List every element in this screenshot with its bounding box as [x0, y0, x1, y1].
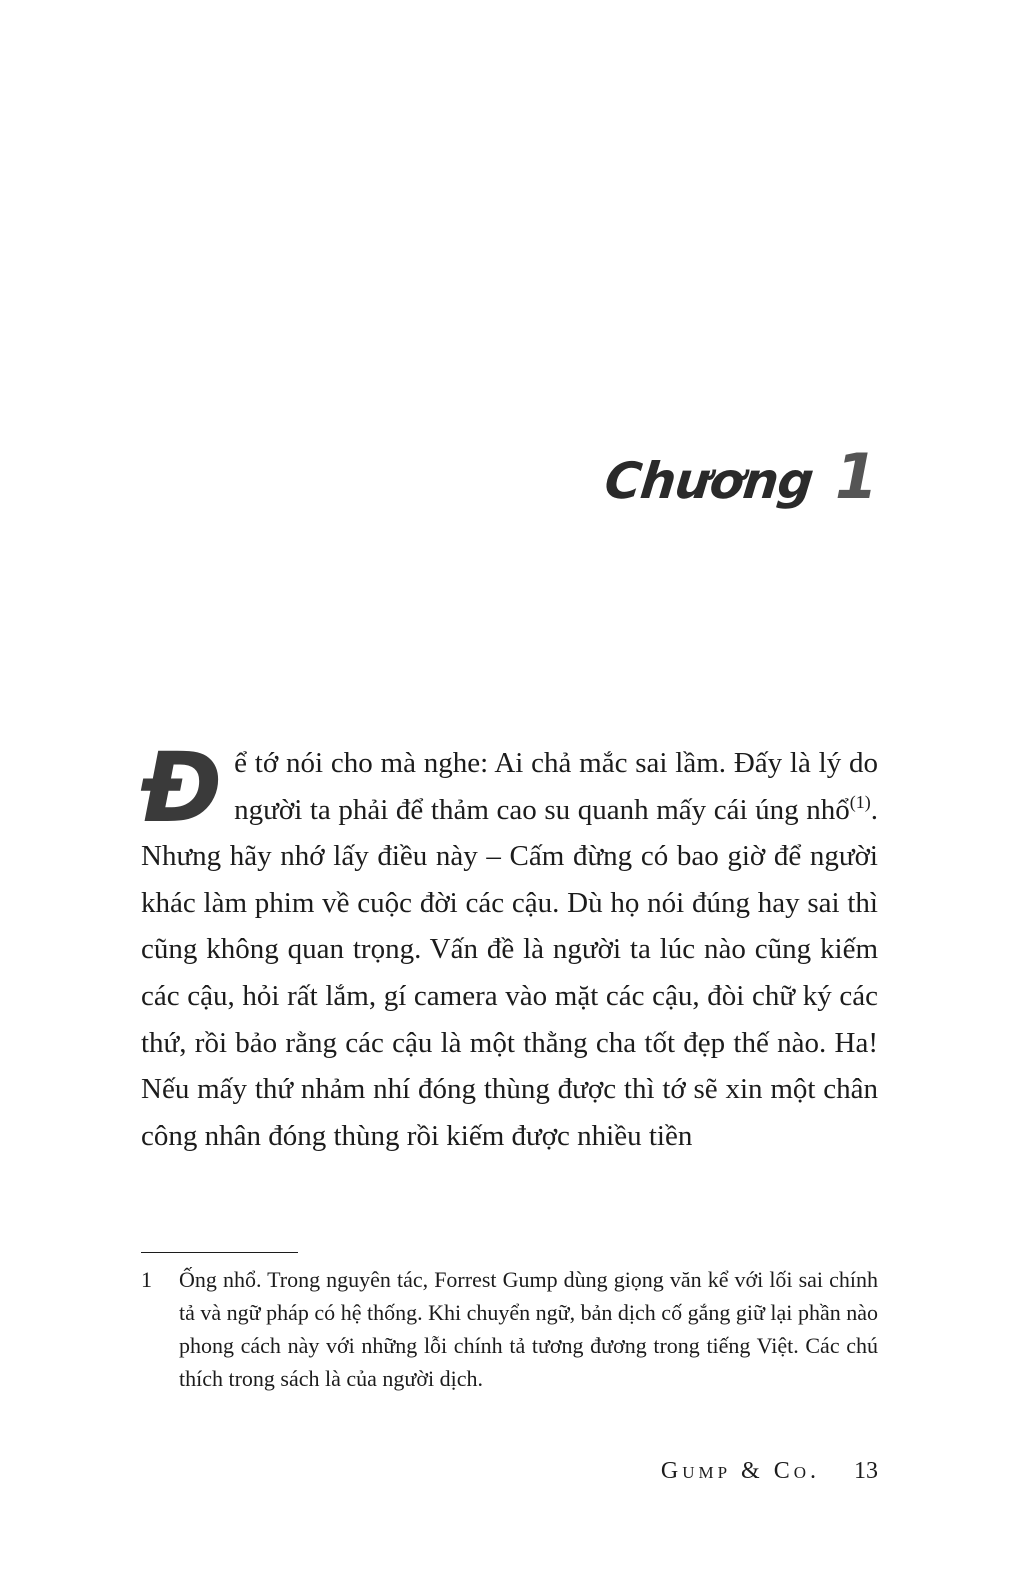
- chapter-number: 1: [834, 440, 878, 513]
- footnote-number: 1: [141, 1267, 152, 1292]
- body-paragraph: [141, 732, 878, 1159]
- page-number: 13: [854, 1458, 878, 1484]
- footnote: [141, 1263, 878, 1395]
- chapter-word: Chương: [602, 452, 816, 510]
- footnote-reference[interactable]: (1): [849, 791, 871, 812]
- book-title: Gump & Co.: [660, 1458, 820, 1484]
- body-text-after-ref: . Nhưng hãy nhớ lấy điều này – Cấm đừng có bao giờ để người khác làm phim về cuộc đời các cậu. Dù họ nói đúng hay sai thì cũng không quan trọng. Vấn đề là người ta lúc nào cũng kiếm các cậu, hỏi rất lắm, gí camera vào mặt các cậu, đòi chữ ký các thứ, rồi bảo rằng các cậu là một thằng cha tốt đẹp thế nào. Ha! Nếu mấy thứ nhảm nhí đóng thùng được thì tớ sẽ xin một chân công nhân đóng thùng rồi kiếm được nhiều tiền: [141, 793, 878, 1152]
- footnote-divider: [141, 1252, 298, 1253]
- chapter-heading: [602, 440, 878, 513]
- drop-cap: Đ: [141, 732, 223, 844]
- body-text-before-ref: ể tớ nói cho mà nghe: Ai chả mắc sai lầm. Đấy là lý do người ta phải để thảm cao su quanh mấy cái úng nhổ: [234, 747, 878, 826]
- running-footer: [661, 1458, 878, 1485]
- footnote-text: Ống nhổ. Trong nguyên tác, Forrest Gump dùng giọng văn kể với lối sai chính tả và ngữ pháp có hệ thống. Khi chuyển ngữ, bản dịch cố gắng giữ lại phần nào phong cách này với những lỗi chính tả tương đương trong tiếng Việt. Các chú thích trong sách là của người dịch.: [179, 1267, 878, 1391]
